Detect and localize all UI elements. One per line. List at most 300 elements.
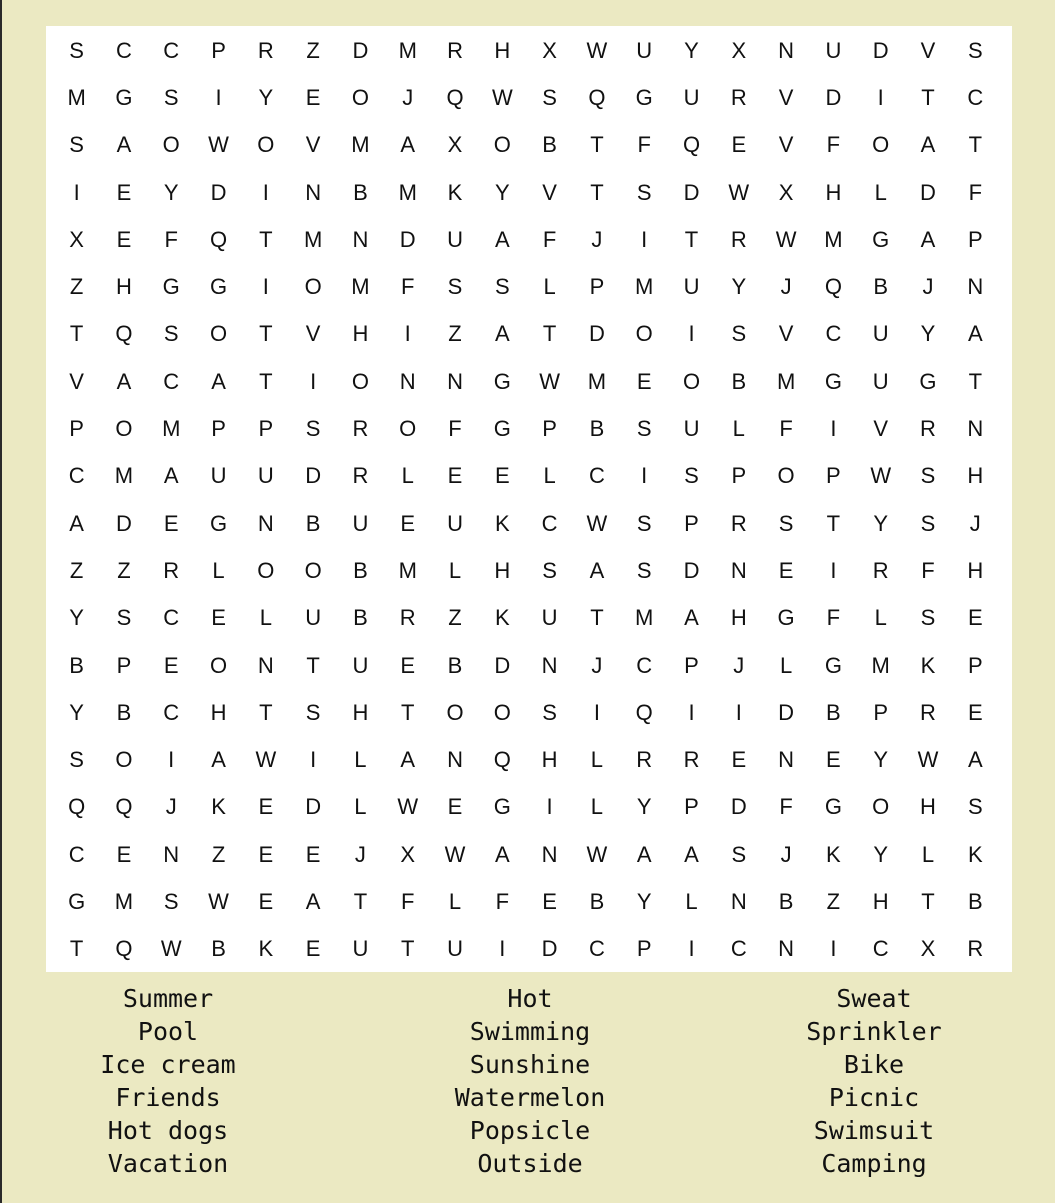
grid-cell[interactable]: N: [305, 179, 322, 205]
grid-cell[interactable]: S: [69, 132, 84, 158]
grid-cell[interactable]: B: [826, 699, 841, 725]
grid-cell[interactable]: R: [730, 510, 747, 536]
grid-cell[interactable]: I: [593, 699, 600, 725]
grid-cell[interactable]: P: [967, 226, 983, 252]
grid-cell[interactable]: N: [447, 747, 463, 773]
grid-cell[interactable]: M: [303, 226, 323, 252]
grid-cell[interactable]: Q: [115, 936, 133, 962]
grid-cell[interactable]: M: [351, 274, 370, 300]
grid-cell[interactable]: A: [920, 132, 936, 158]
grid-cell[interactable]: A: [494, 841, 510, 867]
grid-cell[interactable]: L: [543, 463, 556, 489]
grid-cell[interactable]: O: [351, 368, 369, 394]
grid-cell[interactable]: W: [539, 368, 560, 394]
grid-cell[interactable]: I: [688, 321, 695, 347]
grid-cell[interactable]: Q: [68, 794, 86, 820]
grid-cell[interactable]: T: [259, 368, 273, 394]
grid-cell[interactable]: U: [257, 463, 274, 489]
grid-cell[interactable]: Y: [920, 321, 936, 347]
grid-cell[interactable]: E: [494, 463, 510, 489]
grid-cell[interactable]: C: [967, 84, 984, 110]
grid-cell[interactable]: M: [351, 132, 370, 158]
grid-cell[interactable]: J: [591, 652, 603, 678]
grid-cell[interactable]: S: [684, 463, 699, 489]
grid-cell[interactable]: L: [590, 794, 604, 820]
grid-cell[interactable]: E: [116, 841, 132, 867]
grid-cell[interactable]: V: [305, 321, 321, 347]
grid-cell[interactable]: R: [163, 557, 180, 583]
grid-cell[interactable]: P: [636, 936, 652, 962]
grid-cell[interactable]: R: [872, 557, 889, 583]
grid-cell[interactable]: A: [494, 226, 510, 252]
grid-cell[interactable]: H: [920, 794, 936, 820]
grid-cell[interactable]: H: [541, 747, 558, 773]
grid-cell[interactable]: T: [826, 510, 841, 536]
grid-cell[interactable]: S: [636, 557, 652, 583]
grid-cell[interactable]: D: [588, 321, 605, 347]
grid-cell[interactable]: T: [921, 84, 935, 110]
grid-cell[interactable]: M: [114, 888, 134, 914]
grid-cell[interactable]: U: [210, 463, 227, 489]
grid-cell[interactable]: C: [163, 605, 180, 631]
grid-cell[interactable]: D: [305, 463, 322, 489]
grid-cell[interactable]: E: [731, 132, 747, 158]
grid-cell[interactable]: M: [871, 652, 890, 678]
grid-cell[interactable]: N: [163, 841, 180, 867]
grid-cell[interactable]: W: [208, 888, 229, 914]
grid-cell[interactable]: Q: [209, 226, 228, 252]
grid-cell[interactable]: T: [401, 699, 415, 725]
grid-cell[interactable]: D: [494, 652, 511, 678]
grid-cell[interactable]: V: [778, 321, 794, 347]
grid-cell[interactable]: P: [211, 416, 226, 442]
grid-cell[interactable]: T: [590, 179, 604, 205]
grid-cell[interactable]: Y: [494, 179, 510, 205]
grid-cell[interactable]: U: [636, 37, 653, 63]
grid-cell[interactable]: V: [873, 416, 889, 442]
grid-cell[interactable]: K: [967, 841, 983, 867]
grid-cell[interactable]: Z: [117, 557, 131, 583]
grid-cell[interactable]: N: [778, 747, 795, 773]
grid-cell[interactable]: U: [825, 37, 842, 63]
grid-cell[interactable]: M: [635, 605, 654, 631]
grid-cell[interactable]: B: [305, 510, 321, 536]
grid-cell[interactable]: O: [682, 368, 701, 394]
grid-cell[interactable]: U: [352, 510, 369, 536]
grid-cell[interactable]: S: [69, 747, 84, 773]
grid-cell[interactable]: X: [731, 37, 747, 63]
grid-cell[interactable]: R: [352, 463, 369, 489]
grid-cell[interactable]: Q: [635, 699, 653, 725]
grid-cell[interactable]: K: [494, 605, 510, 631]
grid-cell[interactable]: T: [590, 132, 604, 158]
grid-cell[interactable]: M: [398, 557, 417, 583]
grid-cell[interactable]: R: [447, 37, 463, 63]
grid-cell[interactable]: M: [635, 274, 654, 300]
grid-cell[interactable]: G: [777, 605, 795, 631]
grid-cell[interactable]: I: [262, 179, 269, 205]
grid-cell[interactable]: G: [824, 652, 842, 678]
grid-cell[interactable]: I: [830, 936, 837, 962]
grid-cell[interactable]: Z: [69, 274, 84, 300]
grid-cell[interactable]: I: [168, 747, 175, 773]
grid-cell[interactable]: U: [683, 416, 700, 442]
grid-cell[interactable]: H: [872, 888, 889, 914]
grid-cell[interactable]: M: [776, 368, 796, 394]
grid-cell[interactable]: P: [69, 416, 84, 442]
grid-cell[interactable]: O: [304, 274, 322, 300]
grid-cell[interactable]: L: [874, 605, 887, 631]
grid-cell[interactable]: U: [352, 936, 369, 962]
grid-cell[interactable]: G: [919, 368, 937, 394]
grid-cell[interactable]: P: [542, 416, 557, 442]
grid-cell[interactable]: R: [920, 699, 936, 725]
grid-cell[interactable]: X: [778, 179, 794, 205]
grid-cell[interactable]: U: [683, 274, 700, 300]
grid-cell[interactable]: R: [967, 936, 984, 962]
grid-cell[interactable]: C: [68, 463, 85, 489]
grid-cell[interactable]: D: [730, 794, 747, 820]
grid-cell[interactable]: N: [730, 888, 747, 914]
grid-cell[interactable]: Y: [731, 274, 747, 300]
grid-cell[interactable]: B: [69, 652, 84, 678]
grid-cell[interactable]: L: [779, 652, 793, 678]
grid-cell[interactable]: Z: [826, 888, 841, 914]
grid-cell[interactable]: E: [116, 226, 132, 252]
grid-cell[interactable]: H: [967, 557, 984, 583]
grid-cell[interactable]: K: [920, 652, 936, 678]
grid-cell[interactable]: O: [446, 699, 464, 725]
grid-cell[interactable]: P: [684, 794, 699, 820]
grid-cell[interactable]: I: [830, 416, 837, 442]
grid-cell[interactable]: W: [586, 510, 608, 536]
grid-cell[interactable]: G: [824, 368, 842, 394]
grid-cell[interactable]: O: [257, 557, 275, 583]
grid-cell[interactable]: W: [397, 794, 419, 820]
grid-cell[interactable]: J: [733, 652, 745, 678]
grid-cell[interactable]: A: [305, 888, 321, 914]
grid-cell[interactable]: I: [641, 463, 648, 489]
grid-cell[interactable]: N: [257, 510, 274, 536]
grid-cell[interactable]: V: [778, 84, 794, 110]
grid-cell[interactable]: F: [164, 226, 178, 252]
grid-cell[interactable]: P: [116, 652, 132, 678]
grid-cell[interactable]: Q: [446, 84, 464, 110]
grid-cell[interactable]: Q: [115, 794, 133, 820]
grid-cell[interactable]: Y: [873, 510, 889, 536]
grid-cell[interactable]: C: [541, 510, 558, 536]
grid-cell[interactable]: Y: [258, 84, 274, 110]
grid-cell[interactable]: H: [967, 463, 984, 489]
grid-cell[interactable]: G: [68, 888, 86, 914]
grid-cell[interactable]: A: [69, 510, 84, 536]
grid-cell[interactable]: C: [163, 699, 180, 725]
grid-cell[interactable]: A: [589, 557, 605, 583]
grid-cell[interactable]: X: [447, 132, 463, 158]
grid-cell[interactable]: N: [778, 936, 795, 962]
grid-cell[interactable]: E: [447, 463, 463, 489]
grid-cell[interactable]: B: [731, 368, 747, 394]
grid-cell[interactable]: X: [920, 936, 936, 962]
grid-cell[interactable]: F: [448, 416, 462, 442]
grid-cell[interactable]: I: [877, 84, 884, 110]
grid-cell[interactable]: Q: [588, 84, 606, 110]
grid-cell[interactable]: O: [209, 652, 228, 678]
grid-cell[interactable]: K: [258, 936, 274, 962]
grid-cell[interactable]: B: [447, 652, 463, 678]
grid-cell[interactable]: C: [163, 368, 180, 394]
grid-cell[interactable]: G: [824, 794, 842, 820]
grid-cell[interactable]: S: [305, 699, 321, 725]
grid-cell[interactable]: T: [968, 132, 983, 158]
grid-cell[interactable]: I: [830, 557, 837, 583]
grid-cell[interactable]: F: [542, 226, 557, 252]
grid-cell[interactable]: T: [259, 226, 273, 252]
grid-cell[interactable]: D: [683, 557, 700, 583]
grid-cell[interactable]: I: [404, 321, 411, 347]
grid-cell[interactable]: U: [541, 605, 558, 631]
grid-cell[interactable]: E: [305, 841, 321, 867]
grid-cell[interactable]: B: [116, 699, 132, 725]
grid-cell[interactable]: X: [542, 37, 557, 63]
grid-cell[interactable]: E: [258, 794, 274, 820]
grid-cell[interactable]: R: [399, 605, 416, 631]
grid-cell[interactable]: P: [258, 416, 274, 442]
grid-cell[interactable]: P: [684, 510, 699, 536]
grid-cell[interactable]: A: [967, 747, 983, 773]
grid-cell[interactable]: E: [636, 368, 652, 394]
grid-cell[interactable]: L: [259, 605, 272, 631]
grid-cell[interactable]: V: [920, 37, 936, 63]
grid-cell[interactable]: L: [354, 747, 367, 773]
grid-cell[interactable]: E: [731, 747, 747, 773]
grid-cell[interactable]: O: [304, 557, 322, 583]
grid-cell[interactable]: Q: [493, 747, 511, 773]
grid-cell[interactable]: J: [780, 841, 792, 867]
grid-cell[interactable]: W: [444, 841, 466, 867]
grid-cell[interactable]: W: [586, 841, 608, 867]
grid-cell[interactable]: U: [447, 226, 463, 252]
grid-cell[interactable]: E: [400, 652, 416, 678]
grid-cell[interactable]: M: [398, 179, 417, 205]
grid-cell[interactable]: S: [636, 179, 652, 205]
grid-cell[interactable]: Y: [636, 794, 652, 820]
grid-cell[interactable]: O: [872, 132, 890, 158]
grid-cell[interactable]: K: [211, 794, 226, 820]
grid-cell[interactable]: A: [494, 321, 510, 347]
grid-cell[interactable]: E: [258, 888, 274, 914]
grid-cell[interactable]: H: [730, 605, 747, 631]
grid-cell[interactable]: N: [541, 841, 558, 867]
grid-cell[interactable]: S: [967, 37, 983, 63]
grid-cell[interactable]: G: [635, 84, 653, 110]
grid-cell[interactable]: I: [688, 936, 695, 962]
grid-cell[interactable]: H: [352, 321, 369, 347]
grid-cell[interactable]: W: [728, 179, 750, 205]
grid-cell[interactable]: I: [310, 368, 317, 394]
grid-cell[interactable]: O: [872, 794, 890, 820]
grid-cell[interactable]: U: [447, 936, 463, 962]
grid-cell[interactable]: B: [873, 274, 889, 300]
grid-cell[interactable]: W: [255, 747, 277, 773]
grid-cell[interactable]: D: [825, 84, 842, 110]
grid-cell[interactable]: J: [165, 794, 177, 820]
grid-cell[interactable]: W: [491, 84, 513, 110]
grid-cell[interactable]: F: [968, 179, 983, 205]
grid-cell[interactable]: Q: [115, 321, 133, 347]
grid-cell[interactable]: C: [636, 652, 653, 678]
grid-cell[interactable]: Z: [306, 37, 320, 63]
grid-cell[interactable]: Y: [684, 37, 699, 63]
grid-cell[interactable]: J: [402, 84, 414, 110]
grid-cell[interactable]: P: [684, 652, 699, 678]
grid-cell[interactable]: A: [163, 463, 179, 489]
grid-cell[interactable]: D: [305, 794, 322, 820]
grid-cell[interactable]: K: [494, 510, 510, 536]
grid-cell[interactable]: O: [115, 747, 133, 773]
grid-cell[interactable]: E: [305, 936, 321, 962]
grid-cell[interactable]: B: [967, 888, 983, 914]
grid-cell[interactable]: S: [163, 84, 179, 110]
grid-cell[interactable]: Z: [69, 557, 84, 583]
grid-cell[interactable]: A: [684, 841, 699, 867]
grid-cell[interactable]: F: [637, 132, 651, 158]
grid-cell[interactable]: P: [967, 652, 983, 678]
grid-cell[interactable]: H: [116, 274, 132, 300]
grid-cell[interactable]: F: [401, 274, 415, 300]
grid-cell[interactable]: S: [920, 510, 936, 536]
grid-cell[interactable]: S: [542, 699, 557, 725]
grid-cell[interactable]: N: [730, 557, 747, 583]
grid-cell[interactable]: K: [826, 841, 841, 867]
grid-cell[interactable]: T: [401, 936, 415, 962]
grid-cell[interactable]: T: [259, 699, 273, 725]
grid-cell[interactable]: V: [69, 368, 84, 394]
grid-cell[interactable]: M: [824, 226, 843, 252]
grid-cell[interactable]: T: [259, 321, 273, 347]
grid-cell[interactable]: T: [968, 368, 983, 394]
grid-cell[interactable]: A: [116, 132, 132, 158]
grid-cell[interactable]: Q: [824, 274, 842, 300]
grid-cell[interactable]: E: [967, 605, 983, 631]
grid-cell[interactable]: R: [730, 84, 747, 110]
grid-cell[interactable]: S: [636, 416, 652, 442]
grid-cell[interactable]: E: [116, 179, 132, 205]
grid-cell[interactable]: L: [732, 416, 745, 442]
grid-cell[interactable]: M: [67, 84, 86, 110]
grid-cell[interactable]: U: [683, 84, 700, 110]
grid-cell[interactable]: R: [257, 37, 274, 63]
grid-cell[interactable]: I: [688, 699, 695, 725]
grid-cell[interactable]: S: [305, 416, 321, 442]
grid-cell[interactable]: W: [775, 226, 797, 252]
grid-cell[interactable]: B: [589, 416, 605, 442]
grid-cell[interactable]: D: [210, 179, 227, 205]
grid-cell[interactable]: U: [447, 510, 463, 536]
grid-cell[interactable]: G: [872, 226, 890, 252]
grid-cell[interactable]: E: [305, 84, 321, 110]
grid-cell[interactable]: S: [69, 37, 84, 63]
grid-cell[interactable]: A: [684, 605, 699, 631]
grid-cell[interactable]: P: [873, 699, 889, 725]
grid-cell[interactable]: X: [400, 841, 416, 867]
grid-cell[interactable]: S: [542, 84, 557, 110]
grid-cell[interactable]: L: [921, 841, 935, 867]
grid-cell[interactable]: R: [636, 747, 653, 773]
grid-cell[interactable]: E: [163, 510, 179, 536]
grid-cell[interactable]: N: [447, 368, 463, 394]
grid-cell[interactable]: B: [211, 936, 226, 962]
grid-cell[interactable]: J: [354, 841, 366, 867]
grid-cell[interactable]: G: [493, 416, 511, 442]
grid-cell[interactable]: S: [967, 794, 983, 820]
grid-cell[interactable]: G: [209, 510, 228, 536]
grid-cell[interactable]: S: [116, 605, 132, 631]
grid-cell[interactable]: I: [73, 179, 80, 205]
grid-cell[interactable]: I: [546, 794, 553, 820]
grid-cell[interactable]: O: [162, 132, 180, 158]
grid-cell[interactable]: C: [872, 936, 889, 962]
grid-cell[interactable]: G: [209, 274, 228, 300]
grid-cell[interactable]: J: [591, 226, 603, 252]
grid-cell[interactable]: D: [352, 37, 369, 63]
grid-cell[interactable]: D: [399, 226, 416, 252]
grid-cell[interactable]: T: [306, 652, 320, 678]
grid-cell[interactable]: F: [779, 794, 793, 820]
grid-cell[interactable]: L: [354, 794, 367, 820]
grid-cell[interactable]: N: [967, 274, 984, 300]
grid-cell[interactable]: N: [778, 37, 795, 63]
grid-cell[interactable]: U: [872, 368, 889, 394]
grid-cell[interactable]: W: [870, 463, 892, 489]
grid-cell[interactable]: Y: [636, 888, 652, 914]
grid-cell[interactable]: F: [779, 416, 793, 442]
grid-cell[interactable]: M: [162, 416, 181, 442]
grid-cell[interactable]: H: [210, 699, 227, 725]
grid-cell[interactable]: Z: [448, 321, 462, 347]
grid-cell[interactable]: J: [922, 274, 934, 300]
grid-cell[interactable]: L: [590, 747, 604, 773]
grid-cell[interactable]: A: [211, 747, 226, 773]
grid-cell[interactable]: T: [590, 605, 604, 631]
grid-cell[interactable]: S: [778, 510, 794, 536]
grid-cell[interactable]: O: [635, 321, 653, 347]
grid-cell[interactable]: F: [495, 888, 510, 914]
grid-cell[interactable]: F: [401, 888, 415, 914]
grid-cell[interactable]: N: [257, 652, 274, 678]
grid-cell[interactable]: L: [448, 888, 462, 914]
grid-cell[interactable]: O: [493, 132, 511, 158]
grid-cell[interactable]: Z: [211, 841, 226, 867]
grid-cell[interactable]: S: [447, 274, 463, 300]
grid-cell[interactable]: E: [447, 794, 463, 820]
grid-cell[interactable]: L: [212, 557, 225, 583]
grid-cell[interactable]: B: [353, 605, 368, 631]
grid-cell[interactable]: D: [541, 936, 558, 962]
grid-cell[interactable]: G: [115, 84, 133, 110]
grid-cell[interactable]: B: [589, 888, 605, 914]
grid-cell[interactable]: H: [494, 37, 511, 63]
grid-cell[interactable]: V: [778, 132, 794, 158]
grid-cell[interactable]: P: [589, 274, 605, 300]
grid-cell[interactable]: M: [587, 368, 607, 394]
grid-cell[interactable]: S: [542, 557, 557, 583]
grid-cell[interactable]: Q: [682, 132, 701, 158]
grid-cell[interactable]: F: [826, 132, 841, 158]
grid-cell[interactable]: M: [114, 463, 134, 489]
grid-cell[interactable]: C: [116, 37, 132, 63]
grid-cell[interactable]: E: [967, 699, 983, 725]
